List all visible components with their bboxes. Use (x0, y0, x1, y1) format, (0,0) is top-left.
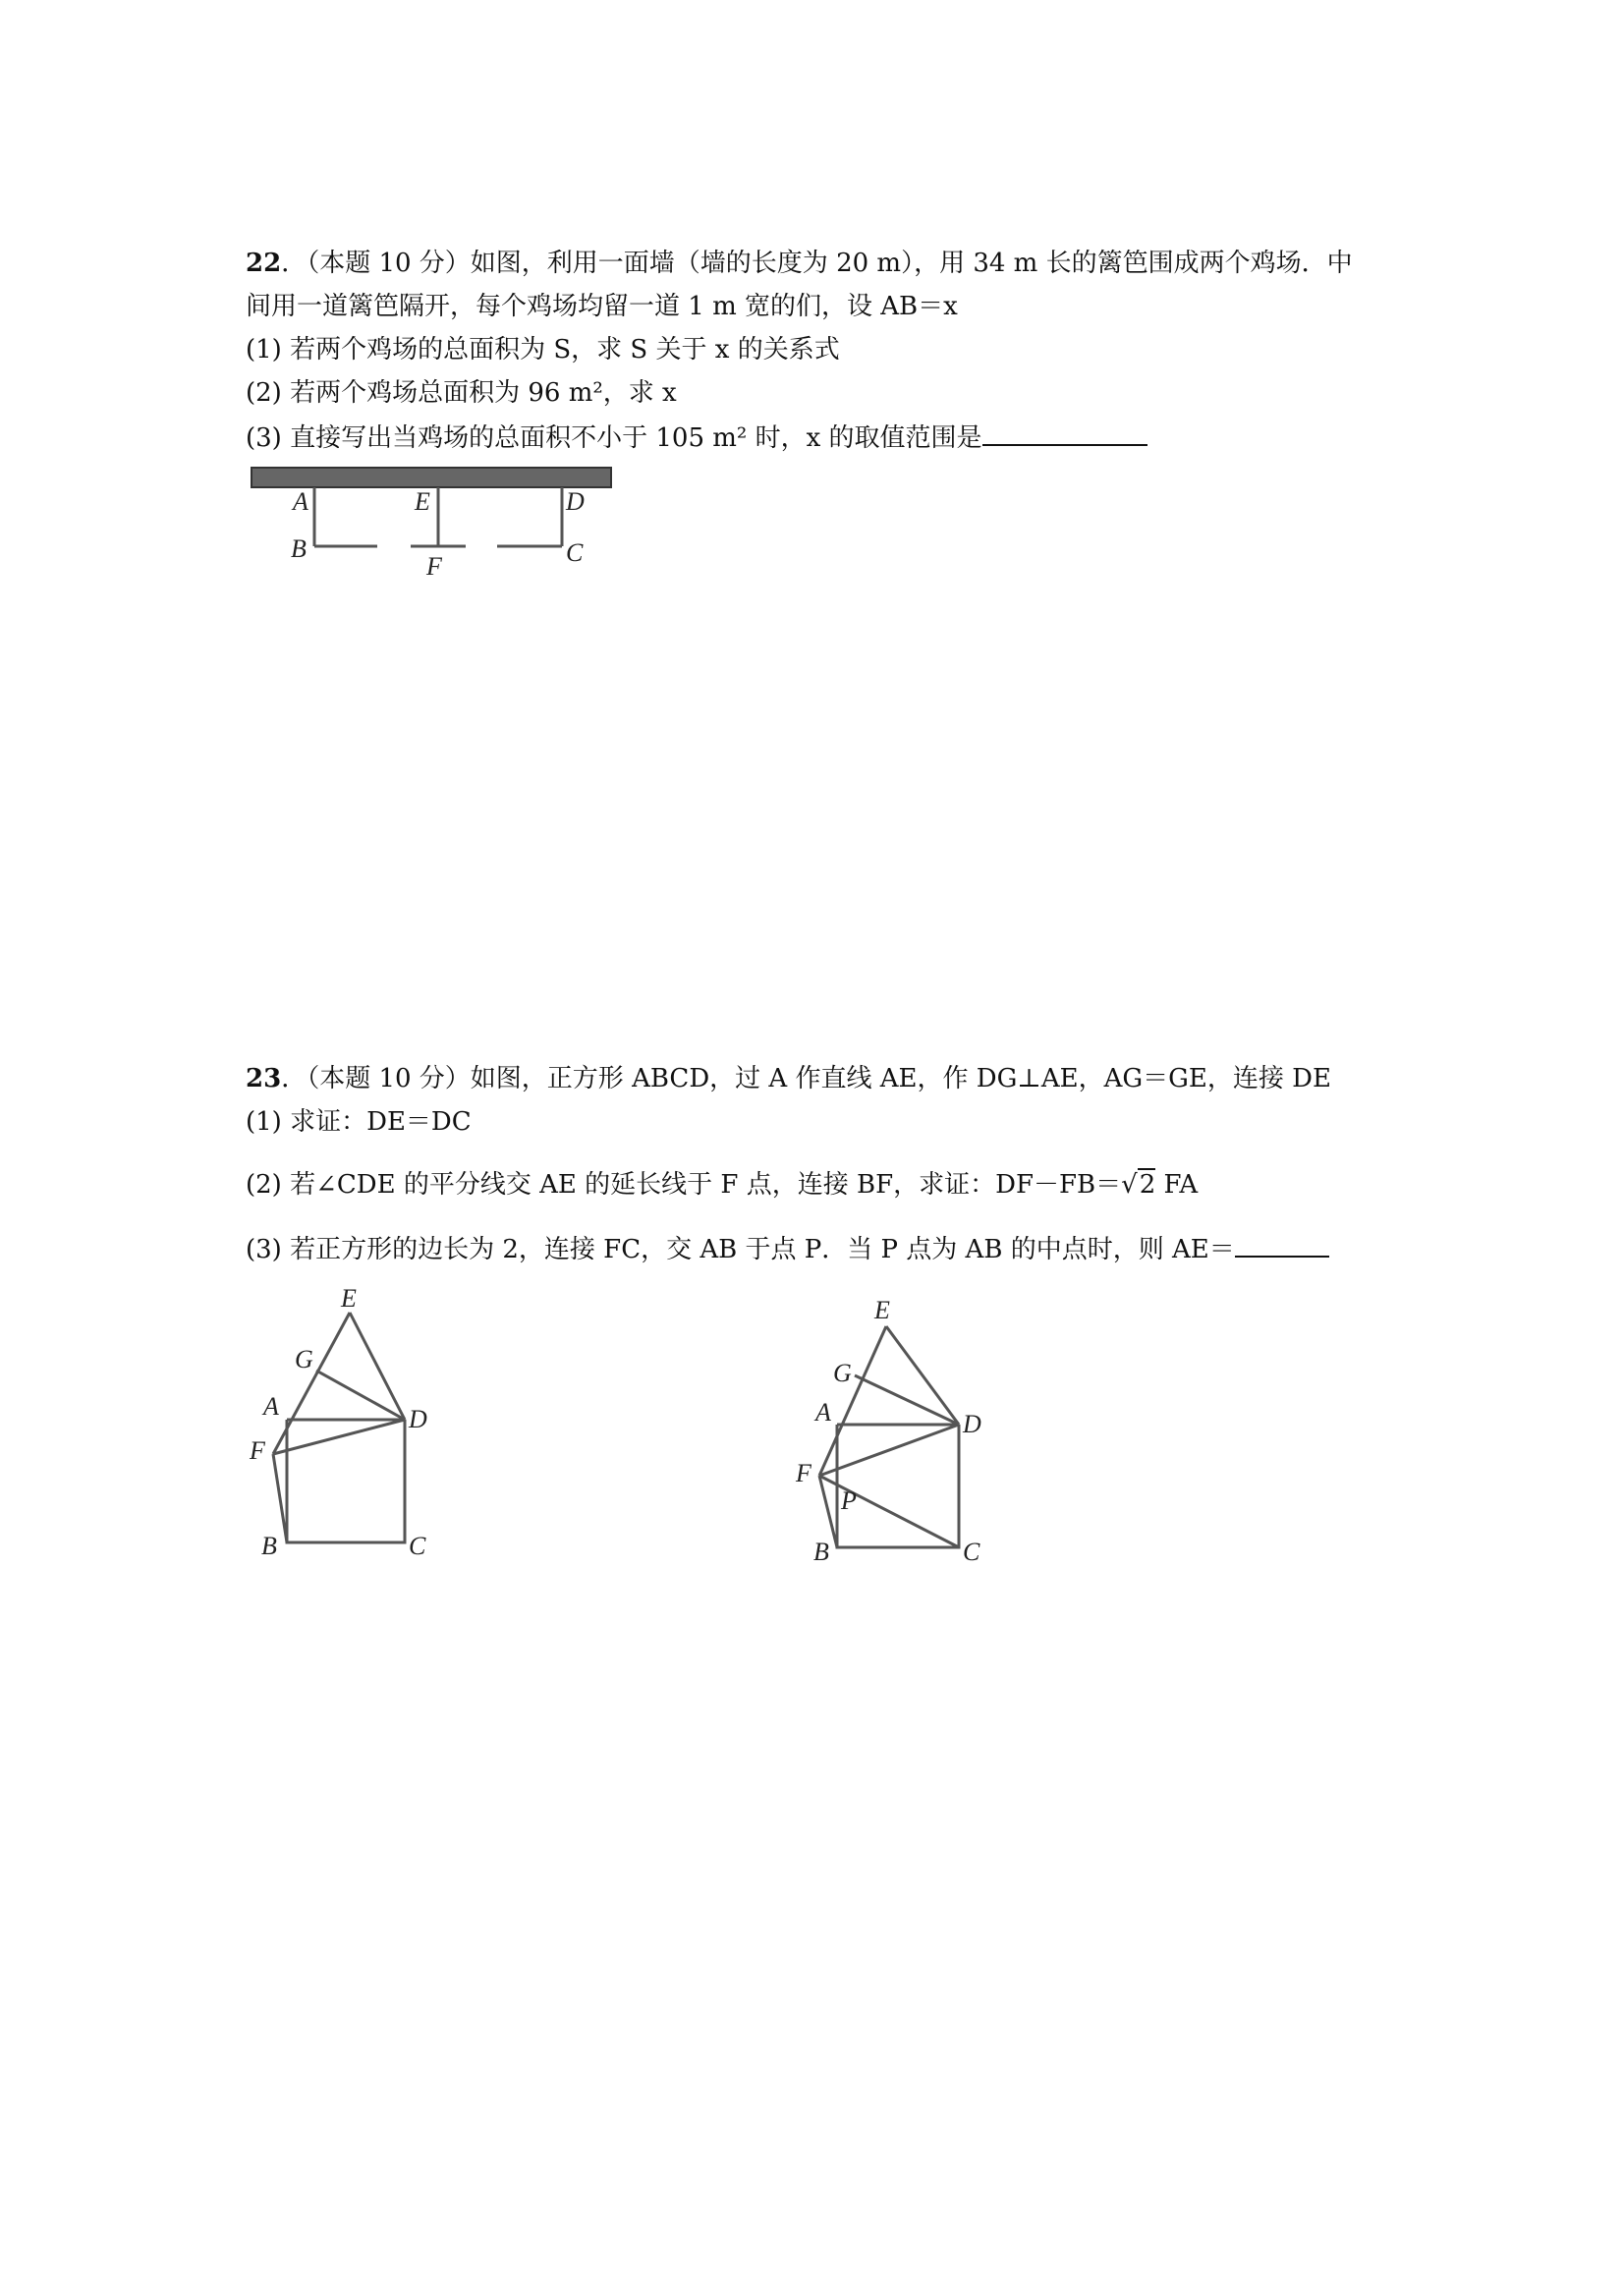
q23-line1 (246, 1061, 1331, 1096)
fig2-label-c: C (963, 1538, 980, 1566)
q23-answer-blank (1235, 1230, 1329, 1258)
label-d: D (566, 487, 585, 516)
q22-number: 22 (246, 249, 282, 278)
label-e: E (415, 487, 430, 516)
q22-item-3-line (246, 419, 1147, 456)
fig1-label-f: F (250, 1436, 265, 1465)
segment-gd-2 (855, 1375, 959, 1425)
label-b: B (291, 534, 307, 563)
fig1-label-d: D (409, 1405, 427, 1433)
fig1-label-b: B (261, 1532, 277, 1560)
q22-stem-2: 间用一道篱笆隔开，每个鸡场均留一道 1 m 宽的们，设 AB＝x (246, 292, 958, 321)
q23-item-2-line: (2) 若∠CDE 的平分线交 AE 的延长线于 F 点，连接 BF，求证：DF－FB＝√2 FA (246, 1167, 1198, 1203)
fig2-label-d: D (963, 1410, 981, 1438)
q23-number: 23 (246, 1064, 282, 1093)
fig2-label-f: F (796, 1459, 812, 1487)
square-sides (287, 1420, 405, 1542)
fig1-label-c: C (409, 1532, 426, 1560)
q23-item-2: (2) 若∠CDE 的平分线交 AE 的延长线于 F 点，连接 BF，求证：DF－FB＝ (246, 1170, 1122, 1200)
q23-figure-2 (786, 1287, 1041, 1572)
fig1-label-a: A (263, 1392, 279, 1421)
fig2-label-a: A (815, 1398, 831, 1427)
q22-answer-blank (982, 419, 1147, 446)
label-a: A (293, 487, 308, 516)
fig2-label-p: P (841, 1486, 857, 1515)
q22-line1 (246, 246, 1353, 281)
q23-figure-1 (236, 1277, 491, 1562)
label-c: C (566, 538, 584, 567)
label-f: F (426, 552, 442, 581)
wall (252, 468, 611, 487)
q23-item-3: (3) 若正方形的边长为 2，连接 FC，交 AB 于点 P．当 P 点为 AB 的中点时，则 AE＝ (246, 1235, 1235, 1264)
q22-item-3: (3) 直接写出当鸡场的总面积不小于 105 m² 时，x 的取值范围是 (246, 423, 982, 453)
fig2-label-b: B (813, 1538, 829, 1566)
fig2-label-g: G (833, 1359, 852, 1387)
q22-item-1: (1) 若两个鸡场的总面积为 S，求 S 关于 x 的关系式 (246, 335, 840, 364)
q23-stem: ．（本题 10 分）如图，正方形 ABCD，过 A 作直线 AE，作 DG⊥AE，AG＝GE，连接 DE (281, 1064, 1331, 1093)
fig2-label-e: E (874, 1296, 890, 1324)
q22-stem-1: ．（本题 10 分）如图，利用一面墙（墙的长度为 20 m），用 34 m 长的篱笆围成两个鸡场．中 (281, 249, 1353, 278)
fig1-label-e: E (341, 1284, 357, 1313)
segment-ed-2 (886, 1326, 959, 1425)
q23-item-1: (1) 求证：DE＝DC (246, 1107, 472, 1137)
q22-item-2: (2) 若两个鸡场总面积为 96 m²，求 x (246, 378, 677, 408)
fig1-label-g: G (295, 1345, 313, 1373)
q22-figure (246, 462, 619, 580)
segment-fb (273, 1454, 287, 1542)
q23-item-3-line (246, 1230, 1329, 1267)
segment-fd (273, 1420, 405, 1454)
sqrt-symbol: √2 (1121, 1170, 1156, 1200)
